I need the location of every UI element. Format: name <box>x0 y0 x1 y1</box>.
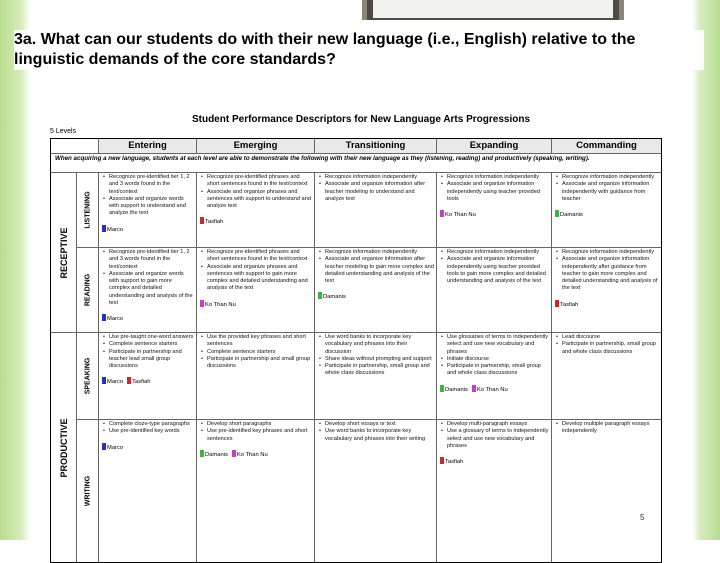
descriptor-list <box>318 174 434 203</box>
student-tag <box>102 377 125 386</box>
descriptor-list <box>555 421 659 436</box>
skill-reading <box>77 248 99 333</box>
student-color-swatch <box>102 443 106 450</box>
descriptor-item: • Recognize information independently <box>325 174 434 181</box>
cell-reading-expanding <box>437 248 552 333</box>
descriptor-item: • Associate and organize phrases and sentences with support to gain more complex and detailed understanding and analysis of the text <box>207 264 312 293</box>
student-tag <box>102 443 125 452</box>
descriptor-item: • Use a glossary of terms to independently select and use new vocabulary and phrases <box>447 428 549 450</box>
descriptor-list <box>555 249 659 293</box>
student-tag <box>127 377 152 386</box>
descriptor-item: • Complete sentence starters <box>207 349 312 356</box>
descriptor-item: • Use pre-identified key phrases and short sentences <box>207 428 312 443</box>
descriptor-item: • Participate in partnership and small group discussions <box>207 356 312 371</box>
intro-statement: When acquiring a new language, students at each level are able to demonstrate the following with their new language as they (listening, reading) and productively (speaking, writing). <box>51 153 661 173</box>
descriptor-item: • Associate and organize words with support to understand and analyze the text <box>109 196 194 218</box>
descriptor-item: • Lead discourse <box>562 334 659 341</box>
descriptor-item: • Participate in partnership, small group and whole class discussions <box>562 341 659 356</box>
student-tag-name: Damanis <box>445 386 468 393</box>
descriptor-item: • Use word banks to incorporate key vocabulary and phrases into their writing <box>325 428 434 443</box>
descriptor-list <box>102 421 194 436</box>
student-tag <box>555 210 585 219</box>
student-color-swatch <box>318 292 322 299</box>
descriptor-item: • Associate and organize information after teacher modeling to gain more complex and detailed understanding and analysis of the text <box>325 256 434 285</box>
student-color-swatch <box>555 300 559 307</box>
student-tag-name: Tasfiah <box>560 301 579 308</box>
level-header-emerging: Emerging <box>197 139 315 153</box>
student-color-swatch <box>440 210 444 217</box>
descriptor-item: • Develop multiple paragraph essays independently <box>562 421 659 436</box>
descriptor-item: • Use word banks to incorporate key vocabulary and phrases into their discussion <box>325 334 434 356</box>
descriptor-item: • Associate and organize information after teacher modeling to understand and analyze text <box>325 181 434 203</box>
cell-writing-commanding <box>552 420 661 562</box>
slide-decoration-bar <box>362 0 624 20</box>
descriptor-list <box>440 249 549 285</box>
descriptor-item: • Recognize information independently <box>562 174 659 181</box>
student-tag-name: Ko Than Nu <box>476 386 508 393</box>
level-header-transitioning: Transitioning <box>315 139 437 153</box>
level-header-entering: Entering <box>99 139 197 153</box>
descriptor-list <box>440 421 549 450</box>
cell-speaking-emerging <box>197 333 315 420</box>
cell-listening-expanding <box>437 173 552 248</box>
page-number: 5 <box>640 513 645 522</box>
descriptor-grid <box>50 138 662 563</box>
skill-listening <box>77 173 99 248</box>
student-tag <box>440 457 465 466</box>
skill-writing <box>77 420 99 562</box>
descriptor-list <box>200 421 312 443</box>
descriptor-item: • Develop short essays or text <box>325 421 434 428</box>
descriptor-item: • Recognize pre-identified tier 1, 2 and 3 words found in the text/context <box>109 174 194 196</box>
student-tag-name: Ko Than Nu <box>445 212 476 219</box>
cell-writing-expanding <box>437 420 552 562</box>
student-tag <box>232 450 270 459</box>
cell-listening-commanding <box>552 173 661 248</box>
cell-listening-transitioning <box>315 173 437 248</box>
descriptor-item: • Share ideas without prompting and support <box>325 356 434 363</box>
descriptor-item: • Participate in partnership, small group and whole class discussions <box>325 363 434 378</box>
student-color-swatch <box>472 385 476 392</box>
descriptor-item: • Recognize pre-identified phrases and short sentences found in the text/context <box>207 249 312 264</box>
descriptor-item: • Associate and organize words with support to gain more complex and detailed understanding and analysis of the text <box>109 271 194 307</box>
skill-speaking-label: SPEAKING <box>84 357 91 395</box>
student-color-swatch <box>232 450 236 457</box>
mode-productive-label: PRODUCTIVE <box>58 417 69 478</box>
document-title: Student Performance Descriptors for New Language Arts Progressions <box>191 114 531 125</box>
mode-productive <box>51 333 77 562</box>
descriptor-item: • Recognize information independently <box>447 249 549 256</box>
descriptor-item: • Recognize pre-identified phrases and short sentences found in the text/context <box>207 174 312 189</box>
level-header-expanding: Expanding <box>437 139 552 153</box>
descriptor-list <box>555 334 659 356</box>
level-header-commanding: Commanding <box>552 139 661 153</box>
student-color-swatch <box>555 210 559 217</box>
student-tag <box>440 385 470 394</box>
descriptor-item: • Initiate discourse <box>447 356 549 363</box>
cell-listening-emerging <box>197 173 315 248</box>
student-tag-name: Marco <box>107 444 124 451</box>
descriptor-item: • Use glossaries of terms to independently select and use new vocabulary and phrases <box>447 334 549 356</box>
descriptor-item: • Associate and organize information independently using teacher provided tools to gain more complex and detailed understanding and analysis of the text <box>447 256 549 285</box>
student-tag-name: Damanis <box>323 294 346 301</box>
descriptor-list <box>102 174 194 218</box>
student-color-swatch <box>102 225 106 232</box>
descriptor-list <box>200 174 312 210</box>
descriptor-document <box>30 88 692 536</box>
descriptor-list <box>318 334 434 378</box>
cell-reading-entering <box>99 248 197 333</box>
cell-reading-transitioning <box>315 248 437 333</box>
student-tag-name: Ko Than Nu <box>205 301 236 308</box>
student-tag-name: Marco <box>107 226 124 233</box>
descriptor-item: • Use pre-taught one-word answers <box>109 334 194 341</box>
cell-reading-commanding <box>552 248 661 333</box>
student-tag-name: Damanis <box>560 212 583 219</box>
descriptor-item: • Recognize information independently <box>447 174 549 181</box>
cell-speaking-entering <box>99 333 197 420</box>
cell-writing-emerging <box>197 420 315 562</box>
cell-speaking-commanding <box>552 333 661 420</box>
levels-label: 5 Levels <box>50 128 77 135</box>
descriptor-list <box>318 249 434 285</box>
student-tag-name: Marco <box>107 316 124 323</box>
cell-writing-transitioning <box>315 420 437 562</box>
descriptor-item: • Associate and organize phrases and sentences with support to understand and analyze text <box>207 189 312 211</box>
descriptor-list <box>200 249 312 293</box>
student-tag <box>318 292 348 301</box>
cell-writing-entering <box>99 420 197 562</box>
student-tag <box>472 385 510 394</box>
student-tag-name: Ko Than Nu <box>236 451 268 458</box>
descriptor-list <box>102 334 194 370</box>
student-tag <box>102 225 125 234</box>
descriptor-item: • Complete sentence starters <box>109 341 194 348</box>
skill-writing-label: WRITING <box>84 475 91 507</box>
descriptor-list <box>440 334 549 378</box>
slide-title: 3a. What can our students do with their new language (i.e., English) relative to the linguistic demands of the core standards? <box>14 30 704 70</box>
slide-background-left <box>0 0 30 540</box>
student-tag-name: Tasfiah <box>132 379 151 386</box>
student-tag-name: Tasfiah <box>445 459 464 466</box>
descriptor-item: • Use pre-identified key words <box>109 428 194 435</box>
descriptor-item: • Associate and organize information independently after guidance from teacher to gain more complex and detailed understanding and analysis of the text <box>562 256 659 292</box>
student-tag <box>440 210 478 219</box>
cell-speaking-expanding <box>437 333 552 420</box>
student-color-swatch <box>200 217 204 224</box>
descriptor-item: • Develop multi-paragraph essays <box>447 421 549 428</box>
descriptor-item: • Participate in partnership and teacher lead small group discussions <box>109 349 194 371</box>
descriptor-item: • Associate and organize information independently using teacher provided tools <box>447 181 549 203</box>
descriptor-list <box>555 174 659 203</box>
descriptor-item: • Participate in partnership, small group and whole class discussions <box>447 363 549 378</box>
skill-speaking <box>77 333 99 420</box>
student-tag <box>555 300 580 309</box>
student-color-swatch <box>102 377 106 384</box>
student-color-swatch <box>200 300 204 307</box>
cell-reading-emerging <box>197 248 315 333</box>
descriptor-item: • Associate and organize information independently with guidance from teacher <box>562 181 659 203</box>
student-tag <box>200 300 238 309</box>
student-color-swatch <box>440 457 444 464</box>
slide-background-right <box>692 0 720 540</box>
cell-listening-entering <box>99 173 197 248</box>
student-tag-name: Damanis <box>205 451 228 458</box>
student-color-swatch <box>200 450 204 457</box>
mode-receptive <box>51 173 77 333</box>
descriptor-list <box>200 334 312 370</box>
student-color-swatch <box>102 314 106 321</box>
descriptor-item: • Complete cloze-type paragraphs <box>109 421 194 428</box>
mode-receptive-label: RECEPTIVE <box>58 226 69 279</box>
descriptor-list <box>318 421 434 443</box>
descriptor-item: • Recognize information independently <box>562 249 659 256</box>
descriptor-item: • Recognize information independently <box>325 249 434 256</box>
student-tag <box>102 314 125 323</box>
student-tag-name: Marco <box>107 379 124 386</box>
descriptor-list <box>440 174 549 203</box>
descriptor-item: • Recognize pre-identified tier 1, 2 and 3 words found in the text/context <box>109 249 194 271</box>
descriptor-item: • Develop short paragraphs <box>207 421 312 428</box>
descriptor-item: • Use the provided key phrases and short sentences <box>207 334 312 349</box>
student-tag <box>200 450 230 459</box>
descriptor-list <box>102 249 194 307</box>
student-color-swatch <box>440 385 444 392</box>
student-tag <box>200 217 225 226</box>
skill-reading-label: READING <box>84 273 91 307</box>
cell-speaking-transitioning <box>315 333 437 420</box>
student-tag-name: Tasfiah <box>205 219 224 226</box>
skill-listening-label: LISTENING <box>84 191 91 229</box>
student-color-swatch <box>127 377 131 384</box>
